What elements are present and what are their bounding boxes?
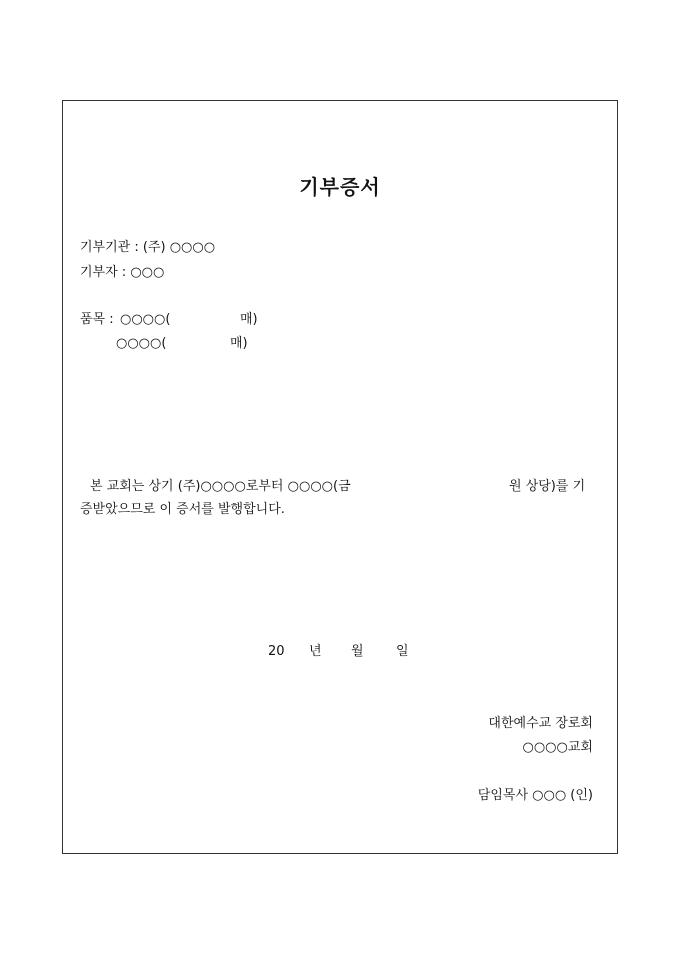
item-1: ○○○○(: [120, 312, 171, 327]
donor-organization: 기부기관 : (주) ○○○○: [80, 240, 216, 255]
issuer-pastor-signature: 담임목사 ○○○ (인): [477, 788, 593, 803]
issuer-church: ○○○○교회: [522, 740, 593, 755]
date-year: 20: [268, 644, 285, 659]
item-1-unit: 매): [240, 312, 258, 327]
date-year-label: 년: [309, 644, 322, 659]
item-2: ○○○○(: [116, 336, 167, 351]
certificate-title: 기부증서: [299, 175, 381, 199]
issuer-denomination: 대한예수교 장로회: [488, 716, 593, 731]
body-text-line2: 증받았으므로 이 증서를 발행합니다.: [80, 502, 285, 517]
body-text-line1-end: 원 상당)를 기: [509, 479, 586, 494]
items-label: 품목 :: [80, 312, 114, 327]
item-2-unit: 매): [230, 336, 248, 351]
date-month-label: 월: [351, 644, 364, 659]
donor-name: 기부자 : ○○○: [80, 265, 165, 280]
date-day-label: 일: [396, 644, 409, 659]
body-text-line1-start: 본 교회는 상기 (주)○○○○로부터 ○○○○(금: [90, 479, 351, 494]
